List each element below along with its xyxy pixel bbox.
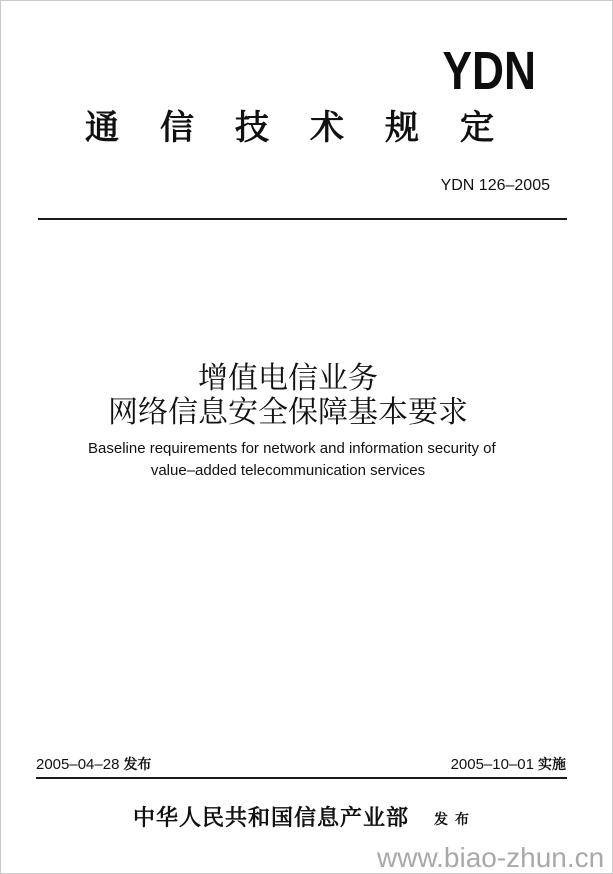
title-english-line-1: Baseline requirements for network and information security of <box>88 440 496 457</box>
issuer-name: 中华人民共和国信息产业部 <box>133 806 410 831</box>
issuer-action: 发布 <box>434 812 476 828</box>
standard-number: YDN 126–2005 <box>440 177 550 194</box>
implement-date-block <box>451 757 566 772</box>
document-category: 通信技术规定 <box>85 108 535 148</box>
footer-divider <box>36 777 567 779</box>
issue-label: 发布 <box>123 757 152 773</box>
series-code: YDN <box>442 41 536 101</box>
title-chinese-line-1: 增值电信业务 <box>198 361 378 396</box>
header-divider <box>38 218 567 220</box>
implement-date: 2005–10–01 <box>450 756 534 773</box>
title-chinese-line-2: 网络信息安全保障基本要求 <box>108 395 468 430</box>
issue-date: 2005–04–28 <box>36 756 120 773</box>
issue-date-block <box>36 757 151 772</box>
title-english-line-2: value–added telecommunication services <box>150 462 426 479</box>
implement-label: 实施 <box>538 757 566 773</box>
site-watermark: www.biao-zhun.cn <box>377 842 605 873</box>
